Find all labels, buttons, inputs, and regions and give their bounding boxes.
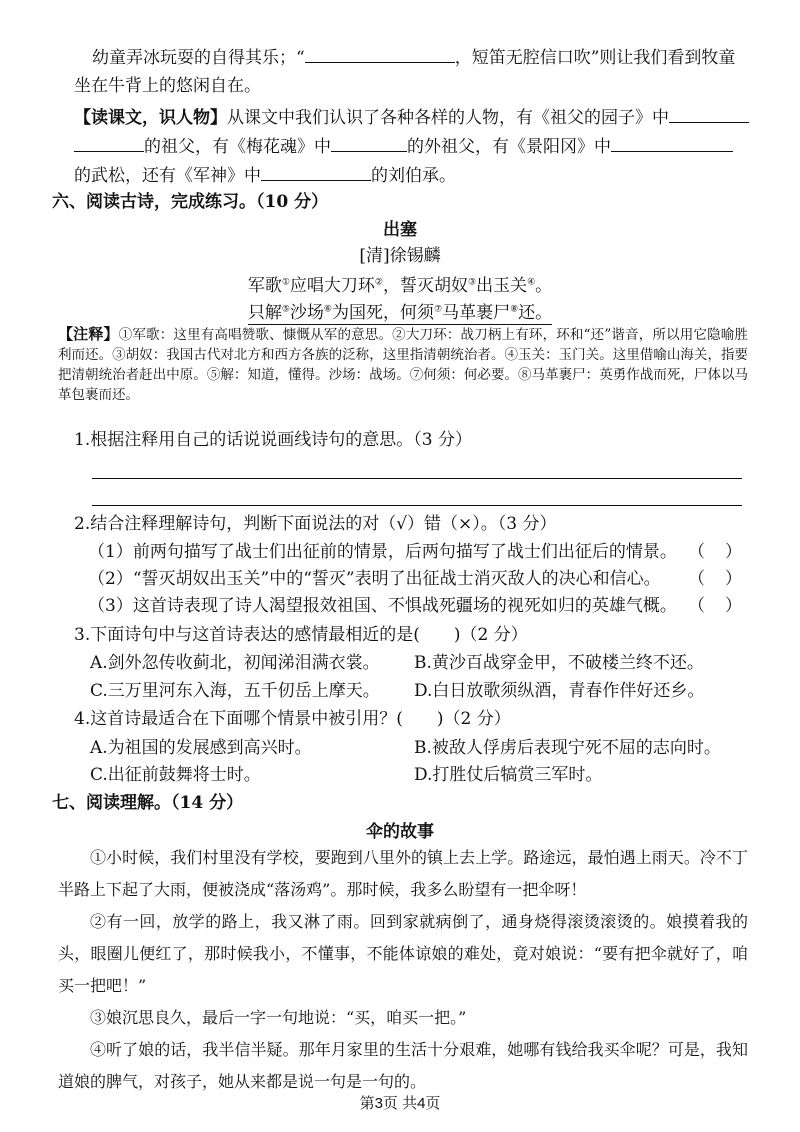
judge-answer-1[interactable]: （ ）: [688, 542, 742, 562]
story-paragraph: ①小时候，我们村里没有学校，要跑到八里外的镇上去上学。路途远，最怕遇上雨天。冷不丁半路上下起了大雨，便被浇成“落汤鸡”。那时候，我多么盼望有一把伞呀！: [58, 848, 748, 899]
read-line-2: [74, 133, 733, 159]
read-text: 的外祖父，有《景阳冈》中: [407, 137, 611, 157]
answer-blank[interactable]: [331, 133, 407, 152]
judge-answer-2[interactable]: （ ）: [688, 569, 742, 589]
story-paragraph: ②有一回，放学的路上，我又淋了雨。回到家就病倒了，通身烧得滚烫滚烫的。娘摸着我的头，眼圈儿便红了，那时候我小，不懂事，不能体谅娘的难处，竟对娘说：“要有把伞就好了，咱买一把吧！”: [58, 912, 748, 995]
poem-segment: 出玉关: [476, 275, 528, 296]
intro-line-2: [74, 74, 261, 98]
note-text: ①军歌：这里有高唱赞歌、慷慨从军的意思。②大刀环：战刀柄上有环，环和“还”谐音，所以用它隐喻胜利而还。③胡奴：我国古代对北方和西方各族的泛称，这里指清朝统治者。④玉关：玉门关。这里借喻山海关，指要把清朝统治者赶出中原。⑤解：知道，懂得。沙场：战场。⑦何须：何必要。⑧马革裹尸：英勇作战而死，尸体以马革包裹而还。: [58, 327, 748, 403]
judge-item-2: [88, 567, 661, 591]
story-title: 伞的故事: [366, 822, 434, 842]
poem-title: 出塞: [383, 220, 417, 240]
judge-item-1: [88, 540, 677, 564]
q3-option-d[interactable]: D.白日放歌须纵酒，青春作伴好还乡。: [414, 681, 705, 701]
poem-segment: ，誓灭胡奴: [383, 275, 468, 296]
read-text: 的武松，还有《军神》中: [74, 166, 261, 186]
intro-text: ，短笛无腔信口吹”则让我们看到牧童: [454, 48, 736, 68]
q4-option-b[interactable]: B.被敌人俘虏后表现宁死不屈的志向时。: [414, 738, 721, 758]
story-paragraph: ③娘沉思良久，最后一字一句地说：“买，咱买一把。”: [90, 1008, 467, 1027]
answer-line[interactable]: [92, 478, 742, 479]
poem-notes: [58, 324, 748, 405]
judge-text: （1）前两句描写了战士们出征前的情景，后两句描写了战士们出征后的情景。: [88, 542, 677, 562]
intro-text: 幼童弄冰玩耍的自得其乐；“: [92, 48, 305, 68]
q4-option-d[interactable]: D.打胜仗后犒赏三军时。: [414, 765, 603, 785]
question-2: 2.结合注释理解诗句，判断下面说法的对（√）错（×）。（3 分）: [74, 514, 557, 534]
judge-text: （3）这首诗表现了诗人渴望报效祖国、不惧战死疆场的视死如归的英雄气概。: [88, 596, 677, 616]
note-marker: ⑧: [510, 304, 519, 314]
note-marker: ②: [374, 277, 383, 287]
answer-blank[interactable]: [74, 133, 144, 152]
q4-option-c[interactable]: C.出征前鼓舞将士时。: [90, 765, 261, 785]
poem-segment: 应唱大刀环: [289, 275, 375, 296]
poem-author: [清]徐锡麟: [359, 246, 441, 266]
read-line-1: [74, 104, 749, 130]
answer-line[interactable]: [92, 505, 742, 506]
poem-segment: 马革裹尸: [442, 302, 511, 323]
question-4: 4.这首诗最适合在下面哪个情景中被引用？( )（2 分）: [74, 709, 511, 729]
section6-heading: 六、阅读古诗，完成练习。（10 分）: [52, 192, 329, 212]
read-text: 的祖父，有《梅花魂》中: [144, 137, 331, 157]
story-paragraph: ④听了娘的话，我半信半疑。那年月家里的生活十分艰难，她哪有钱给我买伞呢？可是，我知道娘的脾气，对孩子，她从来都是说一句是一句的。: [58, 1040, 748, 1091]
answer-blank[interactable]: [611, 133, 733, 152]
q3-option-a[interactable]: A.剑外忽传收蓟北，初闻涕泪满衣裳。: [90, 653, 380, 673]
poem-segment: 只解: [247, 302, 282, 323]
read-text: 从课文中我们认识了各种各样的人物，有《祖父的园子》中: [227, 108, 669, 128]
poem-segment: 。: [535, 275, 553, 296]
answer-blank[interactable]: [261, 162, 371, 181]
note-marker: ③: [468, 277, 477, 287]
q3-option-b[interactable]: B.黄沙百战穿金甲，不破楼兰终不还。: [414, 653, 704, 673]
note-tag: 【注释】: [58, 325, 119, 343]
story-body: [58, 842, 748, 1098]
read-line-3: [74, 162, 456, 188]
q4-option-a[interactable]: A.为祖国的发展感到高兴时。: [90, 738, 312, 758]
poem-segment: 还。: [518, 302, 553, 323]
poem-text: [248, 303, 552, 325]
answer-blank[interactable]: [305, 44, 455, 63]
judge-text: （2）“誓灭胡奴出玉关”中的“誓灭”表明了出征战士消灭敌人的决心和信心。: [88, 569, 661, 589]
intro-text: 坐在牛背上的悠闲自在。: [74, 76, 261, 96]
poem-segment: 沙场: [289, 302, 324, 323]
question-1: 1.根据注释用自己的话说说画线诗句的意思。（3 分）: [74, 430, 472, 450]
page-footer: 第3页 共4页: [359, 1095, 441, 1112]
judge-item-3: [88, 594, 677, 618]
note-marker: ④: [527, 277, 536, 287]
poem-line-2: [0, 297, 800, 325]
read-tag: 【读课文，识人物】: [74, 108, 227, 128]
intro-line-1: [92, 44, 735, 70]
judge-answer-3[interactable]: （ ）: [688, 596, 742, 616]
poem-segment: 军歌: [247, 275, 282, 296]
poem-segment: 为国死，何须: [332, 302, 434, 323]
answer-blank[interactable]: [669, 104, 749, 123]
note-marker: ①: [281, 277, 290, 287]
section7-heading: 七、阅读理解。（14 分）: [52, 793, 244, 813]
read-text: 的刘伯承。: [371, 166, 456, 186]
note-marker: ⑤: [281, 304, 290, 314]
note-marker: ⑥: [323, 304, 332, 314]
question-3: 3.下面诗句中与这首诗表达的感情最相近的是( )（2 分）: [74, 625, 528, 645]
q3-option-c[interactable]: C.三万里河东入海，五千仞岳上摩天。: [90, 681, 380, 701]
poem-line-1: [0, 270, 800, 298]
note-marker: ⑦: [434, 304, 443, 314]
poem-text: [248, 276, 552, 296]
